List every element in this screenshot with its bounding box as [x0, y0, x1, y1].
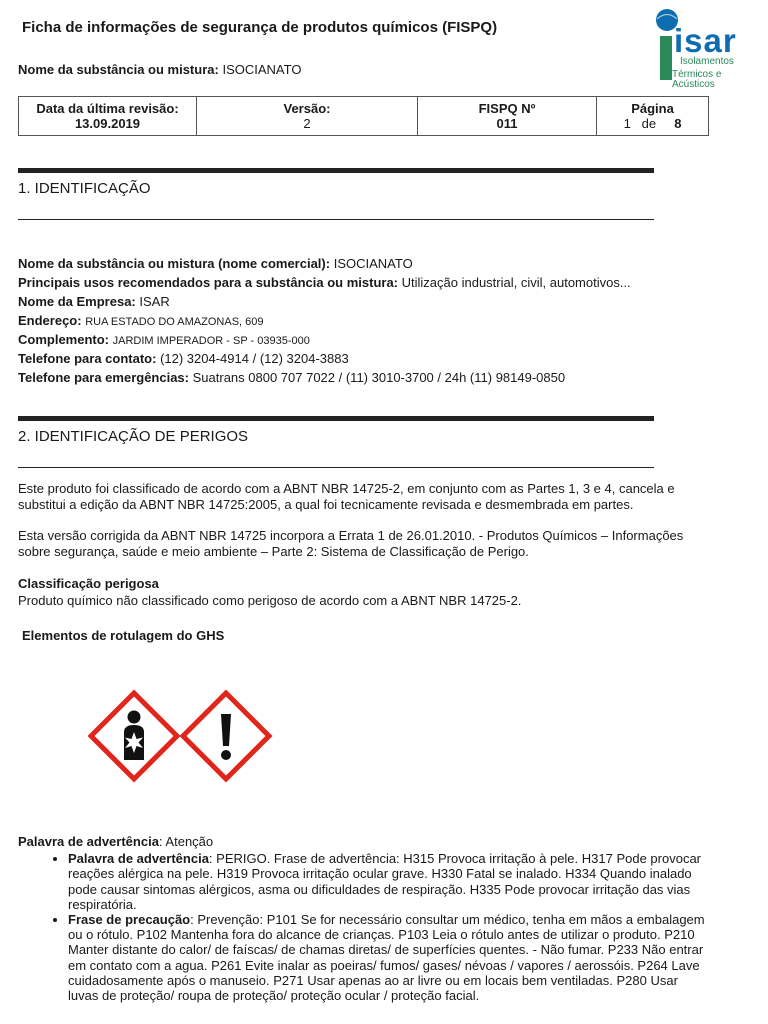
bullet-text: : PERIGO. Frase de advertência: H315 Provoca irritação à pele. H317 Pode provocar reações alérgica na pele. H319 Provoca irritação ocular grave. H330 Fatal se inalado. H334 Quando inalado pode causar sintomas alérgicos, asma ou dificuldades de respiração. H335 Pode provocar irritação das vias respiratória.: [68, 851, 702, 912]
bullet-text: : Prevenção: P101 Se for necessário consultar um médico, tenha em mãos a embalagem ou o rótulo. P102 Mantenha fora do alcance de crianças. P103 Leia o rótulo antes de utilizar o produto. P210 Manter distante do calor/ de faíscas/ de chamas diretas/ de superfícies quentes. - Não fumar. P233 Não entrar em contato com a agua. P261 Evite inalar as poeiras/ fumos/ gases/ névoas / vapores / aerossóis. P264 Lave cuidadosamente após o manuseio. P271 Usar apenas ao ar livre ou em locais bem ventiladas. P280 Usar luvas de proteção/ roupa de proteção/ proteção ocular / proteção facial.: [68, 912, 705, 1004]
logo-subtitle-1: Isolamentos: [680, 56, 734, 67]
fispq-cell: [418, 97, 597, 136]
ghs-pictograms: [88, 690, 274, 789]
row-label: Telefone para contato:: [18, 351, 157, 366]
row-value: ISOCIANATO: [333, 256, 413, 271]
row-value: RUA ESTADO DO AMAZONAS, 609: [85, 316, 264, 328]
section-divider: [18, 219, 654, 220]
row-label: Principais usos recomendados para a substância ou mistura:: [18, 275, 399, 290]
bullet-label: Frase de precaução: [68, 912, 191, 928]
version-value: 2: [303, 116, 311, 131]
row-label: Telefone para emergências:: [18, 370, 189, 385]
substance-value: ISOCIANATO: [222, 62, 302, 77]
section-divider: [18, 168, 654, 173]
intro-paragraph-2: Esta versão corrigida da ABNT NBR 14725 incorpora a Errata 1 de 26.01.2010. - Produtos Químicos – Informações sobre segurança, saúde e meio ambiente – Parte 2: Sistema de Classificação de Perigo.: [18, 528, 684, 559]
revision-date-cell: [19, 97, 197, 136]
revision-date-value: 13.09.2019: [74, 116, 141, 131]
hazard-list: [18, 851, 708, 1003]
page-cell: [597, 97, 709, 136]
health-hazard-icon: [91, 693, 177, 779]
classification-text: Produto químico não classificado como perigoso de acordo com a ABNT NBR 14725-2.: [18, 593, 522, 608]
row-value: JARDIM IMPERADOR - SP - 03935-000: [112, 335, 310, 347]
page-current: 1: [623, 116, 631, 131]
section-divider: [18, 416, 654, 421]
substance-label: Nome da substância ou mistura:: [18, 62, 219, 77]
row-label: Complemento:: [18, 332, 109, 347]
fispq-value: 011: [496, 116, 518, 131]
signal-word-value: : Atenção: [158, 834, 214, 849]
logo-word: isar: [674, 22, 737, 59]
list-item: [68, 912, 708, 1003]
row-label: Nome da substância ou mistura (nome comercial):: [18, 256, 331, 271]
version-cell: [197, 97, 418, 136]
bullet-label: Palavra de advertência: [68, 851, 209, 867]
page-total: 8: [674, 116, 682, 131]
row-label: Nome da Empresa:: [18, 294, 136, 309]
signal-word-line: [18, 834, 708, 849]
revision-date-label: Data da última revisão:: [36, 101, 179, 116]
classification-label: Classificação perigosa: [18, 576, 159, 591]
row-value: Utilização industrial, civil, automotivos...: [401, 275, 631, 290]
fispq-label: FISPQ Nº: [478, 101, 536, 116]
section2-heading: 2. IDENTIFICAÇÃO DE PERIGOS: [18, 428, 249, 445]
section1-row: [18, 275, 631, 290]
section1-heading: 1. IDENTIFICAÇÃO: [18, 180, 151, 197]
hazard-statements: [18, 834, 708, 1003]
section-divider: [18, 467, 654, 468]
row-value: ISAR: [139, 294, 170, 309]
page-of: de: [641, 116, 657, 131]
intro-paragraph-1: Este produto foi classificado de acordo com a ABNT NBR 14725-2, em conjunto com as Partes 1, 3 e 4, cancela e substitui a edição da ABNT NBR 14725:2005, a qual foi tecnicamente revisada e desmembrada em partes.: [18, 481, 675, 512]
revision-table: [18, 96, 709, 136]
exclamation-mark-icon: [183, 693, 269, 779]
section1-row: [18, 351, 349, 366]
logo-subtitle-2: Térmicos e Acústicos: [672, 69, 722, 90]
row-value: Suatrans 0800 707 7022 / (11) 3010-3700 / 24h (11) 98149-0850: [192, 370, 566, 385]
document-title: Ficha de informações de segurança de produtos químicos (FISPQ): [22, 19, 498, 36]
section1-row: [18, 294, 170, 309]
section1-row: [18, 256, 413, 271]
signal-word-label: Palavra de advertência: [18, 834, 159, 849]
version-label: Versão:: [283, 101, 331, 116]
section1-row: [18, 313, 264, 328]
section1-row: [18, 370, 565, 385]
company-logo: [650, 4, 764, 90]
section1-row: [18, 332, 310, 347]
row-value: (12) 3204-4914 / (12) 3204-3883: [160, 351, 349, 366]
substance-line: [18, 62, 301, 77]
list-item: [68, 851, 708, 912]
page-label: Página: [631, 101, 674, 116]
row-label: Endereço:: [18, 313, 82, 328]
ghs-title: Elementos de rotulagem do GHS: [22, 628, 225, 643]
